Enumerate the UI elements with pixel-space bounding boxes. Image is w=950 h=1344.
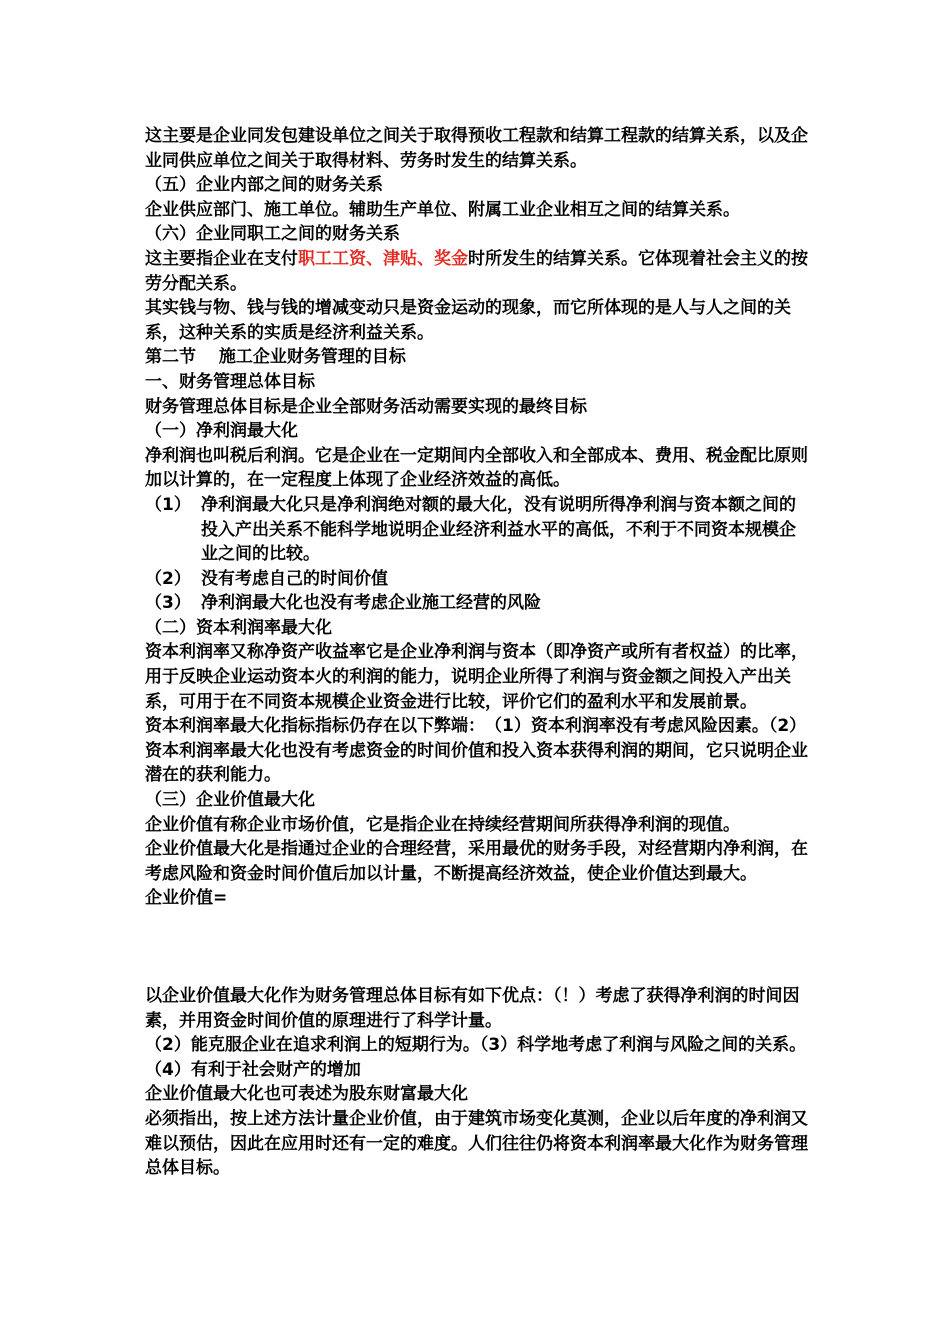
highlighted-text: 职工工资、津贴、奖金 [298,248,468,269]
list-text: 净利润最大化只是净利润绝对额的最大化，没有说明所得净利润与资本额之间的投入产出关系不能科学地说明企业经济利益水平的高低，不利于不同资本规模企业之间的比较。 [201,494,796,565]
paragraph: 企业价值最大化是指通过企业的合理经营，采用最优的财务手段，对经营期内净利润，在考虑风险和资金时间价值后加以计量，不断提高经济效益，使企业价值达到最大。 [145,839,808,884]
list-item [145,591,810,616]
text-run: 这主要指企业在支付 [145,248,298,269]
paragraph: 企业价值有称企业市场价值，它是指企业在持续经营期间所获得净利润的现值。 [145,814,740,835]
document-body [145,124,810,1181]
paragraph: （2）能克服企业在追求利润上的短期行为。（3）科学地考虑了利润与风险之间的关系。（4）有利于社会财产的增加 [145,1035,807,1080]
list-text: 没有考虑自己的时间价值 [201,568,388,589]
paragraph-highlighted [145,247,810,296]
section-heading: （五）企业内部之间的财务关系 [145,175,383,196]
list-number: （1） [145,494,191,515]
paragraph: 这主要是企业同发包建设单位之间关于取得预收工程款和结算工程款的结算关系，以及企业同供应单位之间关于取得材料、劳务时发生的结算关系。 [145,126,808,171]
section-heading: （六）企业同职工之间的财务关系 [145,224,400,245]
list-item [145,493,810,567]
paragraph: 其实钱与物、钱与钱的增减变动只是资金运动的现象，而它所体现的是人与人之间的关系，这种关系的实质是经济利益关系。 [145,298,791,343]
paragraph: 必须指出，按上述方法计量企业价值，由于建筑市场变化莫测，企业以后年度的净利润又难以预估，因此在应用时还有一定的难度。人们往往仍将资本利润率最大化作为财务管理总体目标。 [145,1108,808,1179]
paragraph: 以企业价值最大化作为财务管理总体目标有如下优点：（！）考虑了获得净利润的时间因素，并用资金时间价值的原理进行了科学计量。 [145,986,800,1031]
paragraph: 企业价值最大化也可表述为股东财富最大化 [145,1084,468,1105]
chapter-heading: 第二节 施工企业财务管理的目标 [145,347,406,368]
blank-space [145,911,810,984]
text-run: 时所发生的结算关系。它体现着社会主义的按劳分配关系。 [145,248,808,294]
paragraph: 净利润也叫税后利润。它是企业在一定期间内全部收入和全部成本、费用、税金配比原则加以计算的，在一定程度上体现了企业经济效益的高低。 [145,445,808,491]
list-number: （2） [145,568,191,589]
section-heading: （一）净利润最大化 [145,421,298,442]
list-text: 净利润最大化也没有考虑企业施工经营的风险 [201,593,541,614]
list-number: （3） [145,593,191,614]
paragraph: 资本利润率最大化指标指标仍存在以下弊端： （1）资本利润率没有考虑风险因素。（2）资本利润率最大化也没有考虑资金的时间价值和投入资本获得利润的期间，它只说明企业潜在的获利能力。 [145,716,808,786]
list-item [145,567,810,592]
section-heading: 一、财务管理总体目标 [145,371,315,392]
paragraph: 企业供应部门、施工单位。辅助生产单位、附属工业企业相互之间的结算关系。 [145,199,740,220]
paragraph: 财务管理总体目标是企业全部财务活动需要实现的最终目标 [145,396,587,417]
section-heading: （三）企业价值最大化 [145,790,315,811]
formula-line: 企业价值= [145,888,228,909]
paragraph: 资本利润率又称净资产收益率它是企业净利润与资本（即净资产或所有者权益）的比率，用于反映企业运动资本火的利润的能力，说明企业所得了利润与资金额之间投入产出关系，可用于在不同资本规模企业资金进行比较，评价它们的盈利水平和发展前景。 [145,642,808,712]
section-heading: （二）资本利润率最大化 [145,617,332,638]
